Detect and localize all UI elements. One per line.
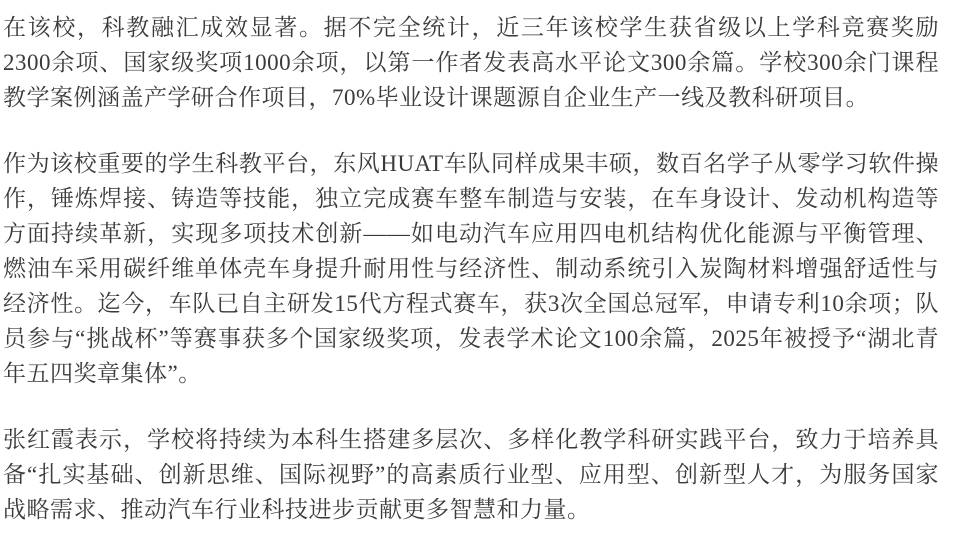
paragraph-achievements: 在该校，科教融汇成效显著。据不完全统计，近三年该校学生获省级以上学科竞赛奖励2300余项、国家级奖项1000余项，以第一作者发表高水平论文300余篇。学校300余门课程教学案例涵盖产学研合作项目，70%毕业设计课题源自企业生产一线及教科研项目。 bbox=[3, 15, 939, 110]
paragraph-huat-team: 作为该校重要的学生科教平台，东风HUAT车队同样成果丰硕，数百名学子从零学习软件操作，锤炼焊接、铸造等技能，独立完成赛车整车制造与安装，在车身设计、发动机构造等方面持续革新，实现多项技术创新——如电动汽车应用四电机结构优化能源与平衡管理、燃油车采用碳纤维单体壳车身提升耐用性与经济性、制动系统引入炭陶材料增强舒适性与经济性。迄今，车队已自主研发15代方程式赛车，获3次全国总冠军，申请专利10余项；队员参与“挑战杯”等赛事获多个国家级奖项，发表学术论文100余篇，2025年被授予“湖北青年五四奖章集体”。 bbox=[3, 151, 939, 386]
paragraph-closing-quote: 张红霞表示，学校将持续为本科生搭建多层次、多样化教学科研实践平台，致力于培养具备“扎实基础、创新思维、国际视野”的高素质行业型、应用型、创新型人才，为服务国家战略需求、推动汽车行业科技进步贡献更多智慧和力量。 bbox=[3, 427, 939, 522]
